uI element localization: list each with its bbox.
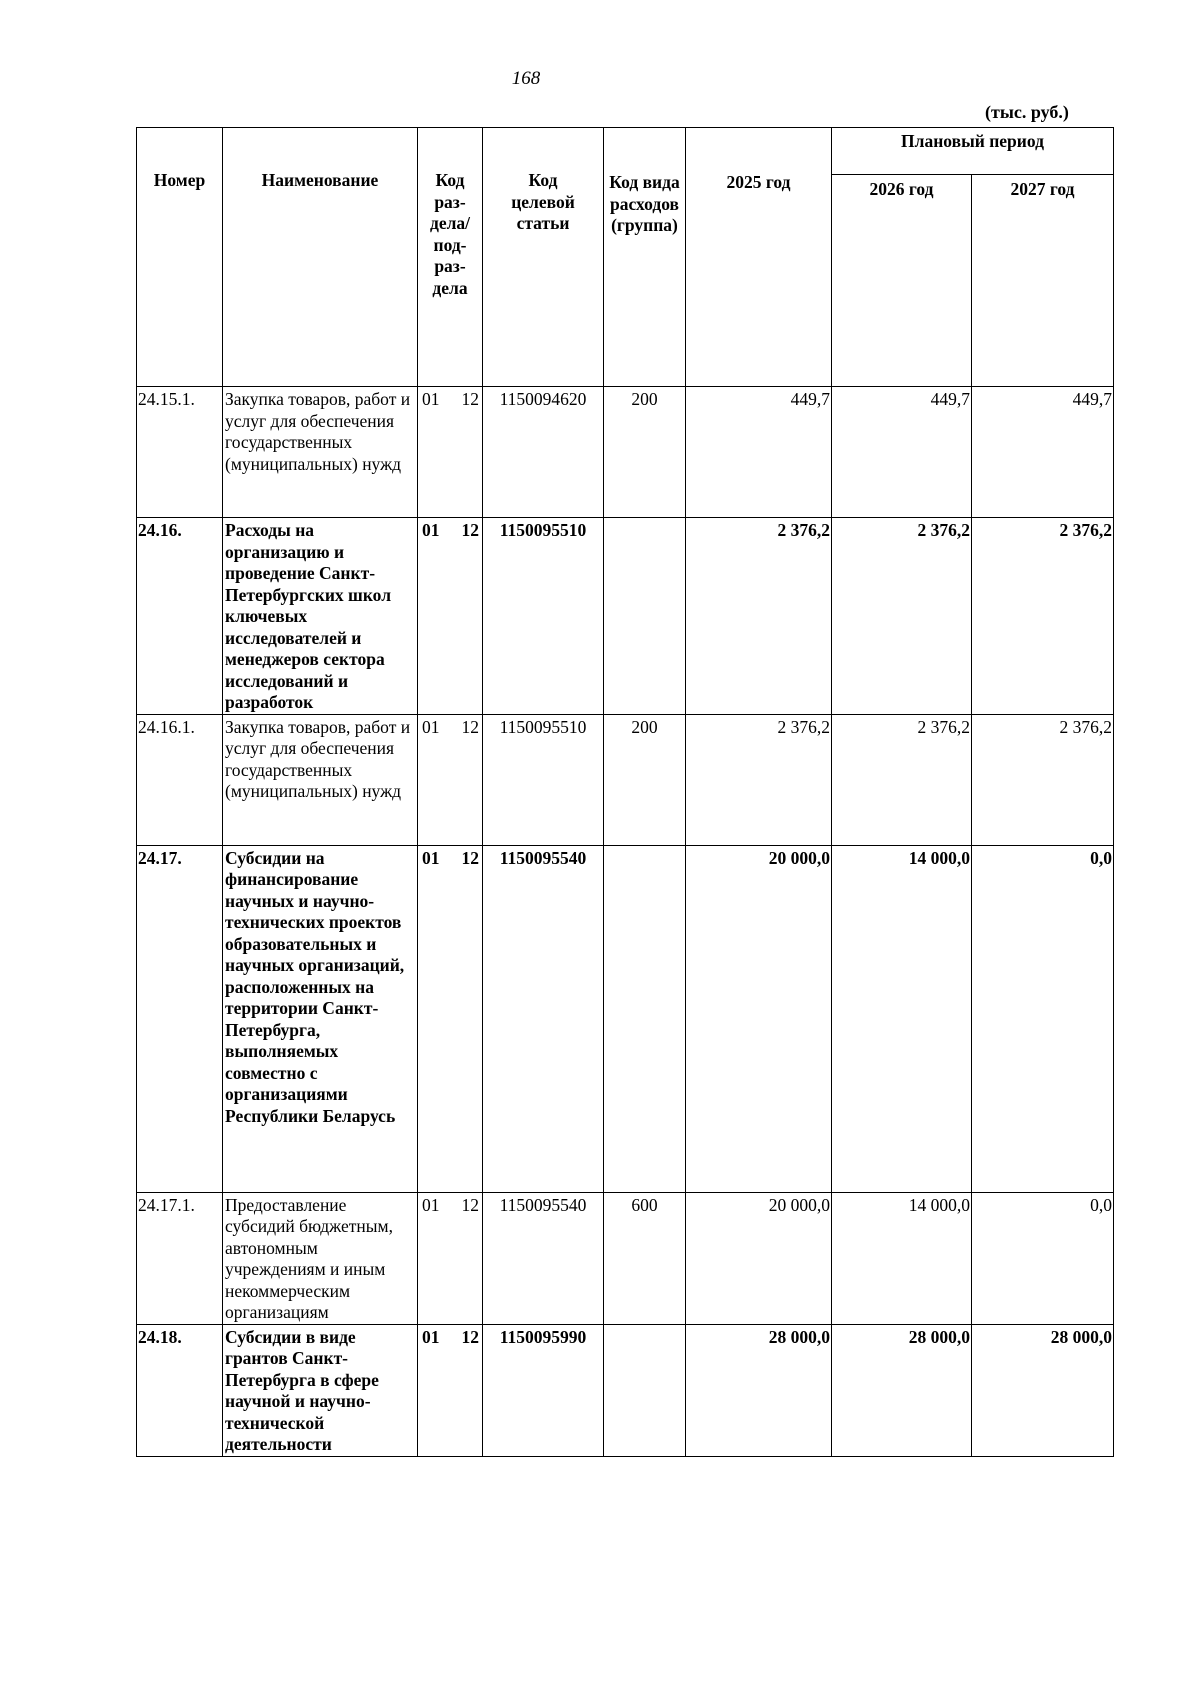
row-number: 24.15.1.: [137, 387, 223, 518]
section-code: 01: [422, 389, 440, 409]
section-code: 01: [422, 1326, 440, 1347]
row-expense-group: 600: [604, 1192, 686, 1324]
header-section-line: под-: [433, 234, 467, 255]
header-section-line: дела: [432, 277, 468, 298]
header-target: Код целевой статьи: [483, 128, 604, 387]
row-name: Закупка товаров, работ и услуг для обеспечения государственных (муниципальных) нужд: [223, 387, 418, 518]
row-amount-2025: 2 376,2: [686, 518, 832, 715]
row-number: 24.18.: [137, 1324, 223, 1456]
section-code: 01: [422, 1194, 440, 1215]
header-section-line: дела/: [429, 213, 471, 233]
row-name: Закупка товаров, работ и услуг для обеспечения государственных (муниципальных) нужд: [223, 714, 418, 845]
table-row: [137, 518, 1114, 715]
row-expense-group: [604, 1324, 686, 1456]
row-number: 24.16.: [137, 518, 223, 715]
row-target-code: 1150095510: [483, 518, 604, 715]
row-number: 24.17.1.: [137, 1192, 223, 1324]
row-amount-2025: 20 000,0: [686, 845, 832, 1192]
row-amount-2027: 28 000,0: [972, 1324, 1114, 1456]
section-code: 01: [422, 716, 440, 737]
subsection-code: 12: [461, 1194, 479, 1215]
row-number: 24.17.: [137, 845, 223, 1192]
units-label: (тыс. руб.): [985, 102, 1069, 122]
table-row: [137, 1324, 1114, 1456]
row-section-code: [418, 1192, 483, 1324]
table-row: [137, 845, 1114, 1192]
row-amount-2027: 2 376,2: [972, 518, 1114, 715]
row-section-code: [418, 714, 483, 845]
header-expense-type: Код вида расходов (группа): [604, 128, 686, 387]
section-code: 01: [422, 847, 440, 868]
row-target-code: 1150095540: [483, 1192, 604, 1324]
row-target-code: 1150095540: [483, 845, 604, 1192]
row-name: Субсидии на финансирование научных и научно-технических проектов образовательных и научных организаций, расположенных на территории Санкт-Петербурга, выполняемых совместно с организациями Республики Беларусь: [223, 845, 418, 1192]
section-code: 01: [422, 520, 440, 540]
header-section-line: раз-: [434, 191, 466, 212]
row-section-code: [418, 1324, 483, 1456]
row-amount-2027: 449,7: [972, 387, 1114, 518]
row-section-code: [418, 845, 483, 1192]
row-name: Предоставление субсидий бюджетным, автономным учреждениям и иным некоммерческим организациям: [223, 1192, 418, 1324]
row-amount-2025: 2 376,2: [686, 714, 832, 845]
subsection-code: 12: [461, 847, 479, 868]
row-target-code: 1150094620: [483, 387, 604, 518]
subsection-code: 12: [461, 389, 479, 409]
subsection-code: 12: [461, 1326, 479, 1347]
row-name: Расходы на организацию и проведение Санкт-Петербургских школ ключевых исследователей и менеджеров сектора исследований и разработок: [223, 518, 418, 715]
header-section-line: раз-: [434, 256, 466, 276]
row-expense-group: [604, 845, 686, 1192]
row-section-code: [418, 518, 483, 715]
table-row: [137, 387, 1114, 518]
table-row: [137, 1192, 1114, 1324]
page-number: 168: [511, 68, 541, 89]
header-planned-period: Плановый период: [832, 128, 1114, 175]
subsection-code: 12: [461, 520, 479, 540]
row-amount-2025: 28 000,0: [686, 1324, 832, 1456]
header-number: Номер: [137, 128, 223, 387]
row-amount-2025: 449,7: [686, 387, 832, 518]
row-expense-group: 200: [604, 387, 686, 518]
row-amount-2026: 14 000,0: [832, 845, 972, 1192]
row-expense-group: [604, 518, 686, 715]
row-section-code: [418, 387, 483, 518]
row-amount-2025: 20 000,0: [686, 1192, 832, 1324]
row-number: 24.16.1.: [137, 714, 223, 845]
row-amount-2027: 0,0: [972, 1192, 1114, 1324]
row-amount-2026: 2 376,2: [832, 714, 972, 845]
header-section-line: Код: [435, 170, 465, 190]
header-section: [418, 128, 483, 387]
header-name: Наименование: [223, 128, 418, 387]
row-amount-2026: 28 000,0: [832, 1324, 972, 1456]
row-target-code: 1150095990: [483, 1324, 604, 1456]
budget-table: [136, 127, 1114, 1457]
row-amount-2026: 449,7: [832, 387, 972, 518]
row-amount-2027: 2 376,2: [972, 714, 1114, 845]
table-row: [137, 714, 1114, 845]
header-year-2027: 2027 год: [972, 175, 1114, 387]
row-amount-2026: 2 376,2: [832, 518, 972, 715]
row-name: Субсидии в виде грантов Санкт-Петербурга в сфере научной и научно-технической деятельности: [223, 1324, 418, 1456]
header-year-2026: 2026 год: [832, 175, 972, 387]
header-year-2025: 2025 год: [686, 128, 832, 387]
subsection-code: 12: [461, 716, 479, 737]
row-expense-group: 200: [604, 714, 686, 845]
row-target-code: 1150095510: [483, 714, 604, 845]
row-amount-2026: 14 000,0: [832, 1192, 972, 1324]
row-amount-2027: 0,0: [972, 845, 1114, 1192]
